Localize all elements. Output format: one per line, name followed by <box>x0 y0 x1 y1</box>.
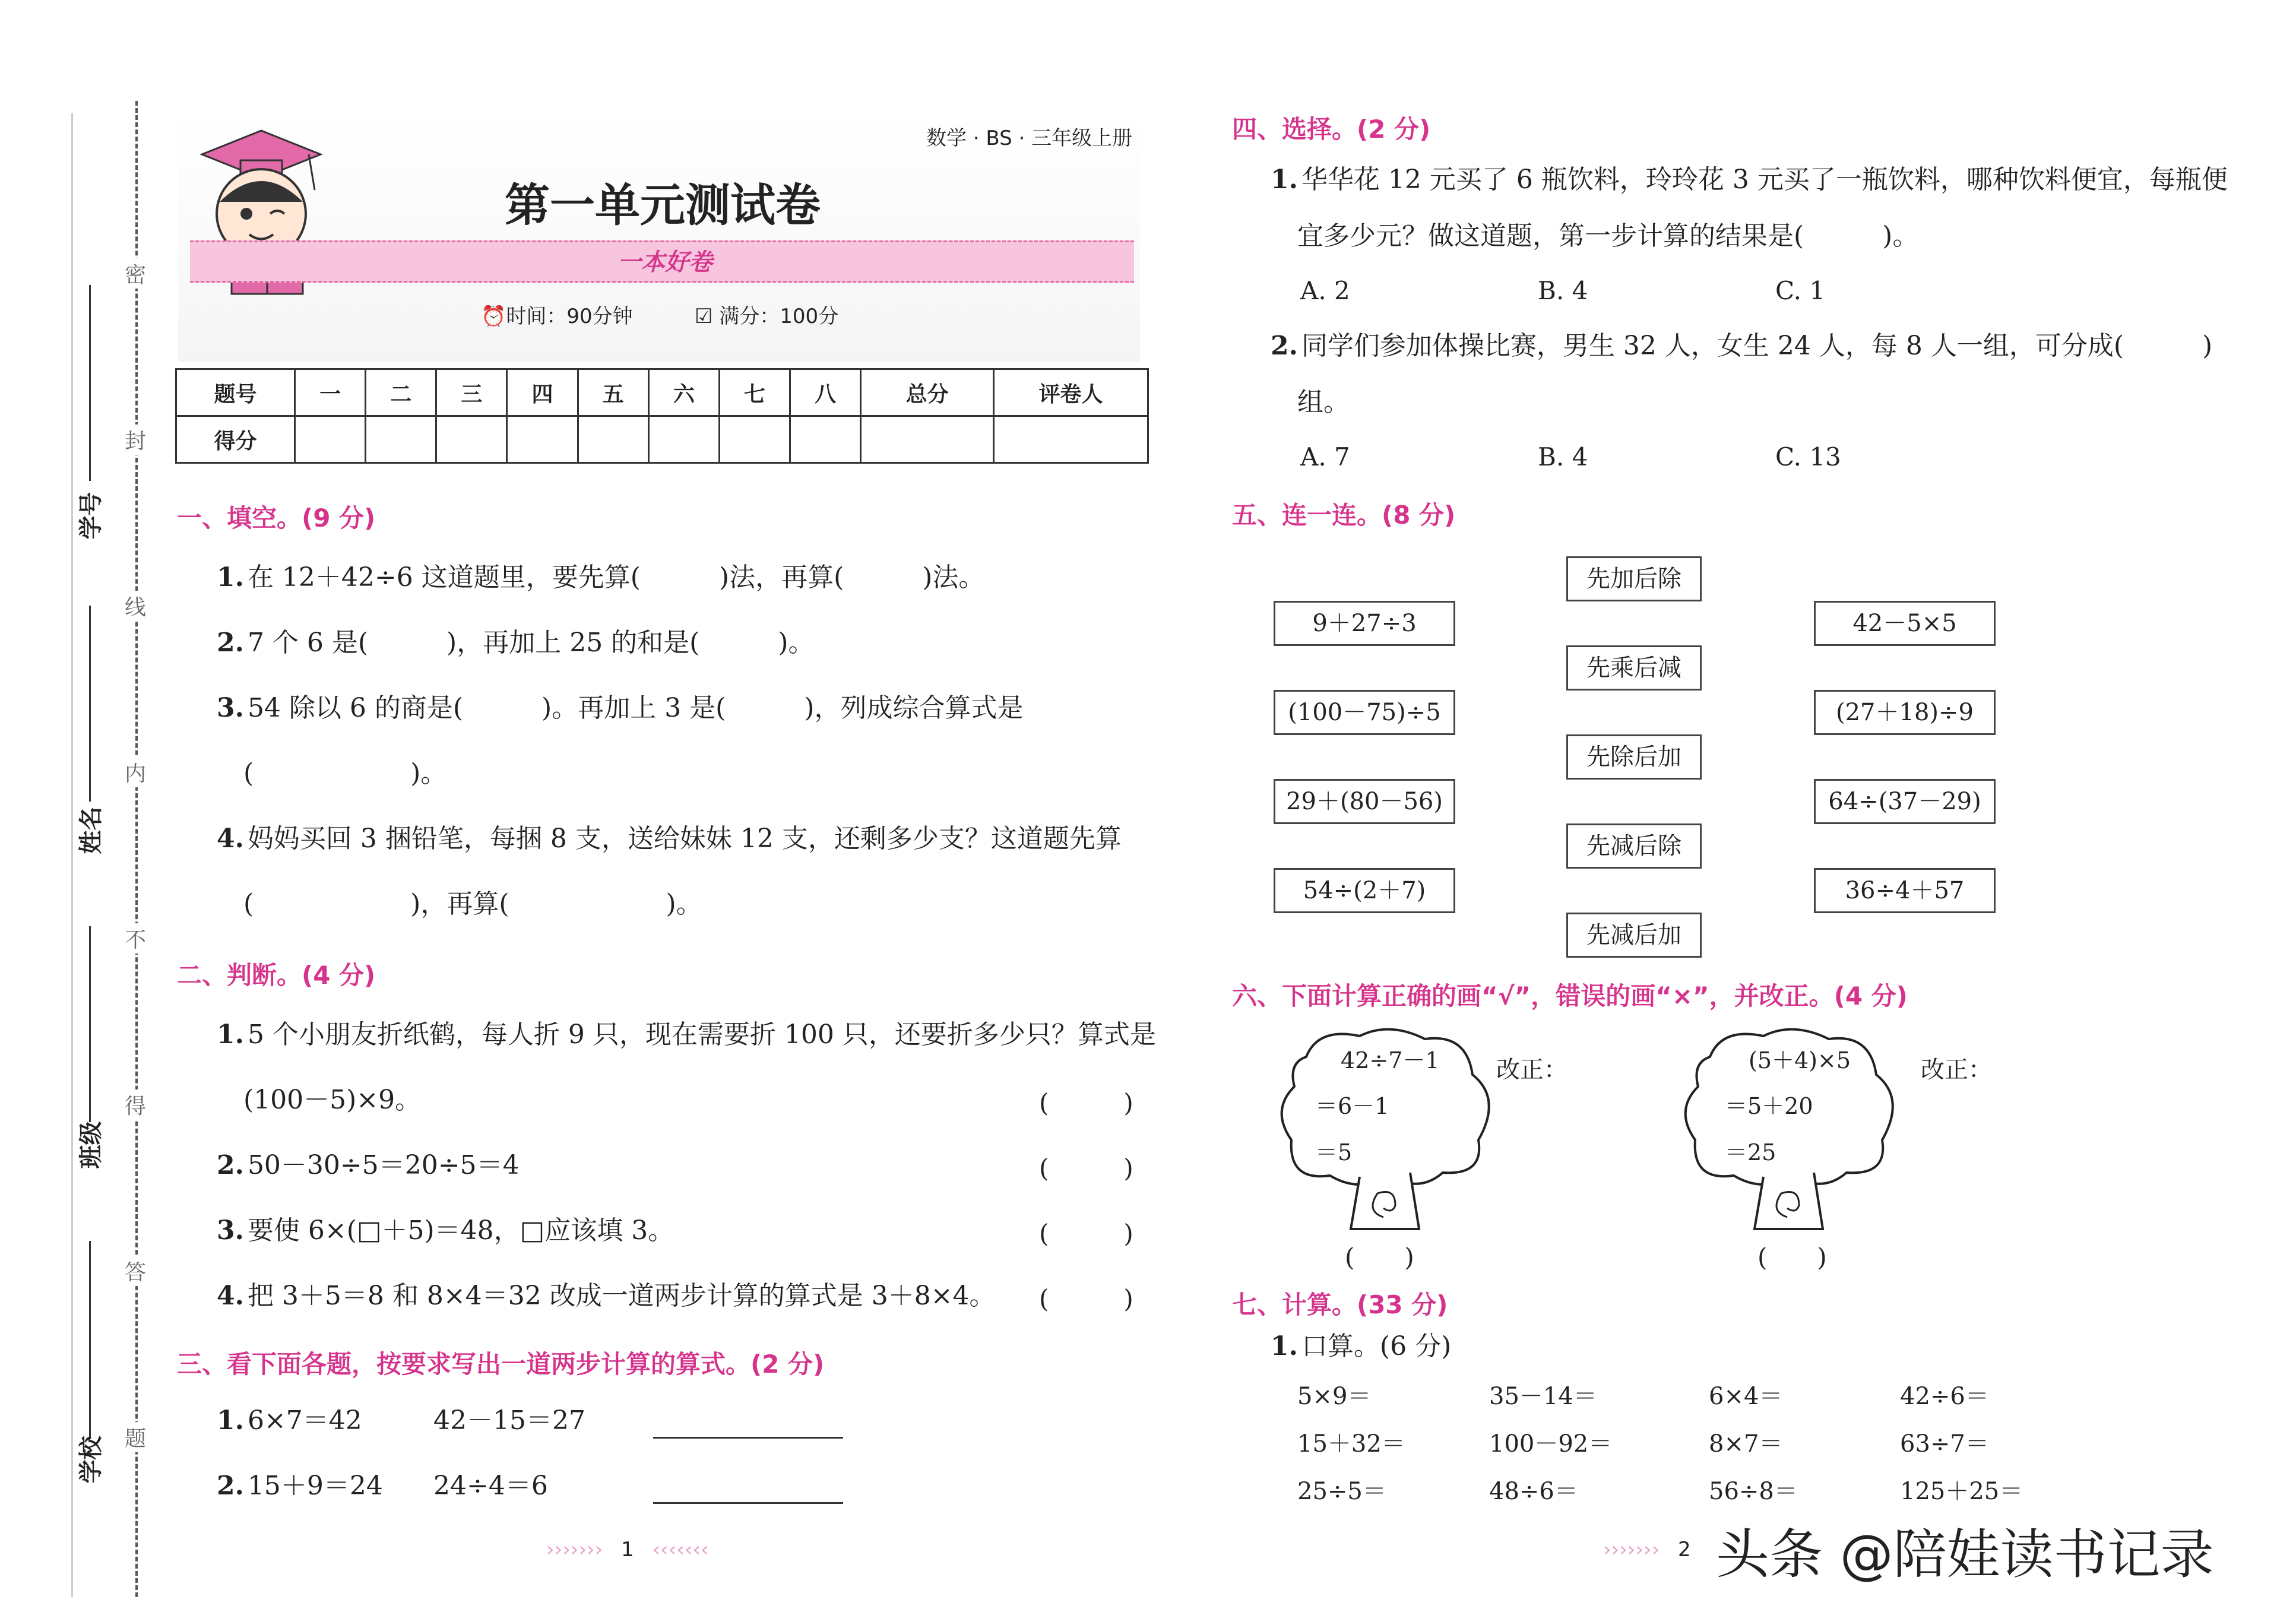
footer-arrows: ››››››› <box>1603 1538 1660 1562</box>
match-left-box[interactable]: 29＋(80－56) <box>1274 779 1455 824</box>
calc-item[interactable]: 5×9＝ <box>1297 1383 1372 1410</box>
tree2-line: ＝5＋20 <box>1725 1093 1813 1119</box>
section-1-title: 一、填空。(9 分) <box>177 503 376 533</box>
table-cell: 一 <box>295 369 366 416</box>
seal-char: 密 <box>125 258 146 289</box>
sec2-q4: 4. 把 3＋5＝8 和 8×4＝32 改成一道两步计算的算式是 3＋8×4。 <box>217 1281 996 1311</box>
section-3-title: 三、看下面各题，按要求写出一道两步计算的算式。(2 分) <box>177 1350 825 1379</box>
score-info <box>695 300 838 329</box>
score-cell[interactable] <box>719 416 790 463</box>
sec2-q3: 3. 要使 6×(□＋5)＝48，□应该填 3。 <box>217 1215 674 1246</box>
dashed-seal-line <box>135 101 138 1597</box>
calc-item[interactable]: 6×4＝ <box>1709 1383 1783 1410</box>
seal-char: 题 <box>125 1422 146 1452</box>
match-left-box[interactable]: 9＋27÷3 <box>1274 601 1455 646</box>
option[interactable]: A. 7 <box>1300 442 1350 471</box>
sec1-q4: 4. 妈妈买回 3 捆铅笔，每捆 8 支，送给妹妹 12 支，还剩多少支？这道题先算 <box>217 823 1122 854</box>
field-line <box>89 926 91 1122</box>
sec3-q1-b: 42－15＝27 <box>433 1405 585 1436</box>
school-label: 学校 <box>77 1436 105 1484</box>
checkbox-icon: ☑ <box>695 305 713 328</box>
page-number: 2 <box>1678 1538 1691 1562</box>
calc-item[interactable]: 15＋32＝ <box>1297 1430 1405 1458</box>
sec4-q1-cont: 宜多少元？做这道题，第一步计算的结果是( )。 <box>1297 221 1919 251</box>
table-cell: 评卷人 <box>994 369 1148 416</box>
calc-item[interactable]: 48÷6＝ <box>1489 1478 1578 1505</box>
seal-char: 内 <box>125 757 146 787</box>
sec4-q1: 1. 华华花 12 元买了 6 瓶饮料，玲玲花 3 元买了一瓶饮料，哪种饮料便宜，每瓶便 <box>1271 164 2228 195</box>
sec1-q1: 1. 在 12＋42÷6 这道题里，要先算( )法，再算( )法。 <box>217 562 985 593</box>
table-cell: 总分 <box>861 369 994 416</box>
section-5-title: 五、连一连。(8 分) <box>1232 501 1456 530</box>
match-right-box[interactable]: (27＋18)÷9 <box>1814 690 1996 735</box>
sec1-q3-cont: ( )。 <box>243 758 447 788</box>
option[interactable]: B. 4 <box>1538 276 1588 305</box>
section-6-title: 六、下面计算正确的画“√”，错误的画“×”，并改正。(4 分) <box>1232 981 1908 1011</box>
student-id-label: 学号 <box>77 492 105 540</box>
sec4-q2: 2. 同学们参加体操比赛，男生 32 人，女生 24 人，每 8 人一组，可分成( ) <box>1271 331 2213 361</box>
seal-char: 得 <box>125 1089 146 1120</box>
score-cell[interactable] <box>790 416 861 463</box>
table-cell: 五 <box>578 369 648 416</box>
score-cell[interactable] <box>507 416 578 463</box>
option[interactable]: A. 2 <box>1300 276 1350 305</box>
page-title: 第一单元测试卷 <box>505 179 821 232</box>
footer-left <box>546 1538 709 1562</box>
field-line <box>89 606 91 802</box>
calc-item[interactable]: 56÷8＝ <box>1709 1478 1798 1505</box>
answer-line[interactable] <box>653 1437 843 1439</box>
table-cell: 得分 <box>176 416 295 463</box>
alarm-clock-icon: ⏰ <box>481 305 506 328</box>
sec3-q2-b: 24÷4＝6 <box>433 1471 548 1501</box>
name-label: 姓名 <box>77 806 105 854</box>
score-cell[interactable] <box>295 416 366 463</box>
field-line <box>89 285 91 481</box>
calc-item[interactable]: 100－92＝ <box>1489 1430 1613 1458</box>
answer-line[interactable] <box>653 1502 843 1504</box>
judge-paren[interactable]: ( ) <box>1039 1154 1133 1183</box>
table-row <box>176 416 1148 463</box>
sec2-q1: 1. 5 个小朋友折纸鹤，每人折 9 只，现在需要折 100 只，还要折多少只？算式是 <box>217 1019 1156 1050</box>
section-7-title: 七、计算。(33 分) <box>1232 1290 1448 1319</box>
full-score-text: 满分：100分 <box>719 305 839 328</box>
calc-item[interactable]: 42÷6＝ <box>1900 1383 1989 1410</box>
seal-char: 封 <box>125 425 146 455</box>
class-label: 班级 <box>77 1121 105 1169</box>
fix-label: 改正： <box>1921 1056 1992 1084</box>
tree1-line: ＝6－1 <box>1315 1093 1389 1119</box>
calc-item[interactable]: 25÷5＝ <box>1297 1478 1386 1505</box>
calc-item[interactable]: 125＋25＝ <box>1900 1478 2023 1505</box>
page-number: 1 <box>621 1538 634 1562</box>
sec4-q2-cont: 组。 <box>1297 387 1350 417</box>
tree2-line: (5＋4)×5 <box>1749 1047 1851 1073</box>
match-right-box[interactable]: 64÷(37－29) <box>1814 779 1996 824</box>
table-row <box>176 369 1148 416</box>
sec1-q2: 2. 7 个 6 是( )，再加上 25 的和是( )。 <box>217 628 815 658</box>
table-cell: 七 <box>719 369 790 416</box>
table-cell: 二 <box>366 369 436 416</box>
calc-item[interactable]: 63÷7＝ <box>1900 1430 1989 1458</box>
sec1-q3: 3. 54 除以 6 的商是( )。再加上 3 是( )，列成综合算式是 <box>217 693 1024 723</box>
match-middle-box[interactable]: 先除后加 <box>1566 734 1702 780</box>
tree1-line: ＝5 <box>1315 1139 1353 1165</box>
judge-paren[interactable]: ( ) <box>1039 1284 1133 1313</box>
score-cell[interactable] <box>861 416 994 463</box>
sec3-q2: 2. 15＋9＝24 <box>217 1471 383 1501</box>
match-left-box[interactable]: 54÷(2＋7) <box>1274 868 1455 913</box>
watermark: 头条 @陪娃读书记录 <box>1716 1524 2214 1586</box>
score-cell[interactable] <box>578 416 648 463</box>
fix-label: 改正： <box>1496 1056 1567 1084</box>
match-middle-box[interactable]: 先减后加 <box>1566 913 1702 958</box>
judge-paren[interactable]: ( ) <box>1345 1243 1414 1272</box>
calc-item[interactable]: 35－14＝ <box>1489 1383 1597 1410</box>
match-left-box[interactable]: (100－75)÷5 <box>1274 690 1455 735</box>
sec7-sub1: 1. 口算。(6 分) <box>1271 1331 1452 1361</box>
score-cell[interactable] <box>366 416 436 463</box>
score-cell[interactable] <box>994 416 1148 463</box>
time-text: 时间：90分钟 <box>506 305 633 328</box>
seal-char: 不 <box>125 923 146 954</box>
sec3-q1: 1. 6×7＝42 <box>217 1405 362 1436</box>
judge-paren[interactable]: ( ) <box>1757 1243 1827 1272</box>
score-table <box>175 368 1149 464</box>
tree1-line: 42÷7－1 <box>1341 1047 1440 1073</box>
sec2-q2: 2. 50－30÷5＝20÷5＝4 <box>217 1150 520 1180</box>
match-right-box[interactable]: 42－5×5 <box>1814 601 1996 646</box>
section-2-title: 二、判断。(4 分) <box>177 961 376 990</box>
score-cell[interactable] <box>648 416 719 463</box>
margin-solid-line <box>71 113 73 1597</box>
table-cell: 题号 <box>176 369 295 416</box>
score-cell[interactable] <box>436 416 507 463</box>
banner-text: 一本好卷 <box>617 249 712 276</box>
field-line <box>89 1241 91 1437</box>
match-middle-box[interactable]: 先减后除 <box>1566 823 1702 869</box>
option[interactable]: C. 13 <box>1775 442 1841 471</box>
table-cell: 四 <box>507 369 578 416</box>
option[interactable]: B. 4 <box>1538 442 1588 471</box>
match-middle-box[interactable]: 先乘后减 <box>1566 645 1702 691</box>
subject-label: 数学 · BS · 三年级上册 <box>926 126 1133 150</box>
tree2-line: ＝25 <box>1725 1139 1776 1165</box>
match-middle-box[interactable]: 先加后除 <box>1566 556 1702 601</box>
option[interactable]: C. 1 <box>1775 276 1826 305</box>
section-4-title: 四、选择。(2 分) <box>1232 115 1431 144</box>
seal-char: 答 <box>125 1256 146 1286</box>
sec1-q4-cont: ( )，再算( )。 <box>243 889 702 919</box>
footer-arrows: ››››››› <box>546 1538 603 1562</box>
judge-paren[interactable]: ( ) <box>1039 1088 1133 1117</box>
table-cell: 六 <box>648 369 719 416</box>
table-cell: 八 <box>790 369 861 416</box>
sec2-q1-cont: (100－5)×9。 <box>243 1085 422 1115</box>
seal-char: 线 <box>125 591 146 621</box>
table-cell: 三 <box>436 369 507 416</box>
calc-item[interactable]: 8×7＝ <box>1709 1430 1783 1458</box>
judge-paren[interactable]: ( ) <box>1039 1219 1133 1248</box>
footer-right <box>1603 1538 1691 1562</box>
time-info <box>481 300 633 329</box>
match-right-box[interactable]: 36÷4＋57 <box>1814 868 1996 913</box>
footer-arrows: ‹‹‹‹‹‹‹ <box>652 1538 709 1562</box>
